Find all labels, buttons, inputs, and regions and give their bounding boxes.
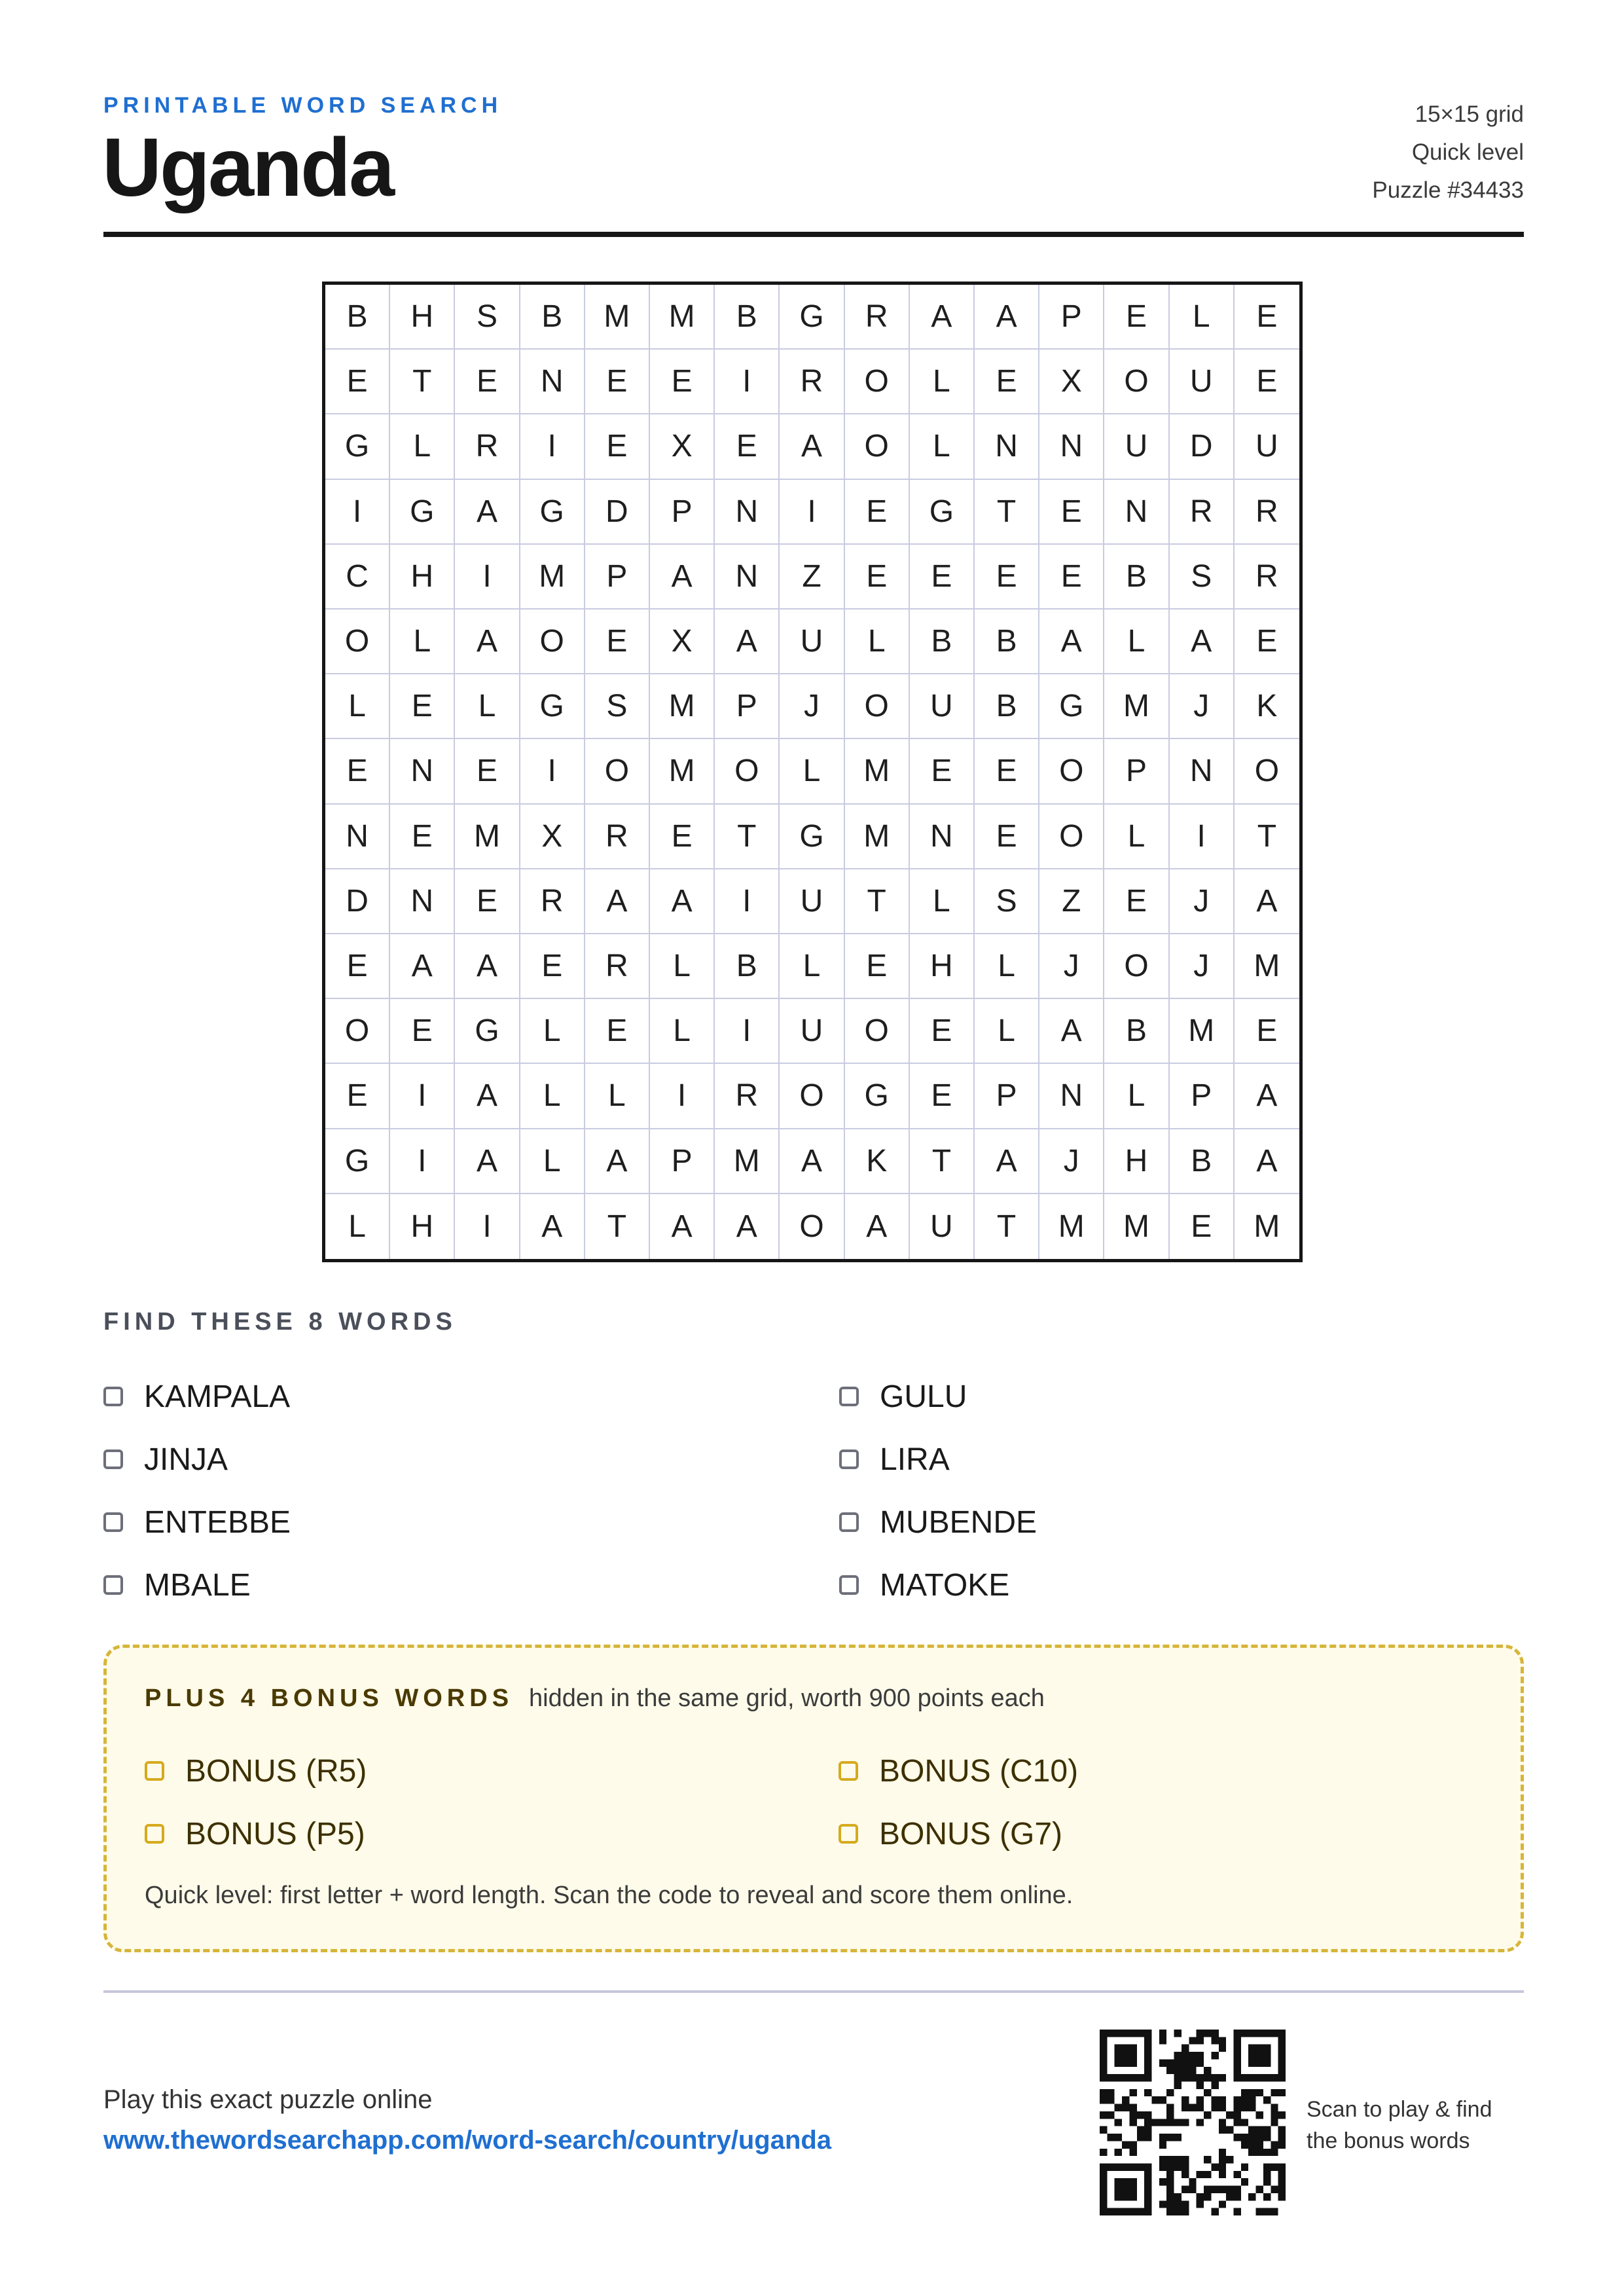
grid-cell[interactable]: O (1235, 739, 1299, 804)
grid-cell[interactable]: S (585, 674, 650, 739)
grid-cell[interactable]: N (390, 739, 455, 804)
grid-cell[interactable]: B (325, 285, 390, 350)
grid-cell[interactable]: E (650, 350, 715, 414)
grid-cell[interactable]: E (1170, 1194, 1235, 1259)
play-online-label: Play this exact puzzle online (103, 2085, 433, 2114)
grid-cell[interactable]: M (650, 285, 715, 350)
grid-cell[interactable]: L (1170, 285, 1235, 350)
grid-cell[interactable]: P (1104, 739, 1169, 804)
grid-cell[interactable]: T (1235, 805, 1299, 869)
grid-cell[interactable]: B (975, 674, 1039, 739)
grid-cell[interactable]: H (390, 545, 455, 610)
checkbox-icon[interactable] (103, 1449, 123, 1469)
grid-cell[interactable]: P (1039, 285, 1104, 350)
grid-cell[interactable]: N (715, 545, 780, 610)
word-item[interactable] (839, 1428, 1624, 1491)
word-list-left (103, 1365, 889, 1616)
grid-cell[interactable]: A (650, 1194, 715, 1259)
grid-cell[interactable]: P (1170, 1064, 1235, 1129)
grid-cell[interactable]: M (1039, 1194, 1104, 1259)
grid-cell[interactable]: R (520, 869, 585, 934)
grid-cell[interactable]: E (975, 350, 1039, 414)
grid-cell[interactable]: L (910, 350, 975, 414)
grid-cell[interactable]: E (390, 805, 455, 869)
grid-cell[interactable]: L (845, 610, 910, 674)
letter-grid (322, 282, 1303, 1262)
grid-cell[interactable]: U (780, 869, 844, 934)
grid-cell[interactable]: E (390, 674, 455, 739)
bonus-box (103, 1645, 1524, 1952)
grid-cell[interactable]: E (585, 350, 650, 414)
grid-cell[interactable]: R (1235, 480, 1299, 545)
grid-cell[interactable]: X (1039, 350, 1104, 414)
grid-cell[interactable]: G (780, 805, 844, 869)
grid-cell[interactable]: E (325, 1064, 390, 1129)
word-item[interactable] (103, 1365, 889, 1428)
grid-cell[interactable]: I (520, 739, 585, 804)
grid-cell[interactable]: E (845, 934, 910, 999)
grid-cell[interactable]: L (325, 674, 390, 739)
word-item[interactable] (839, 1365, 1624, 1428)
grid-cell[interactable]: S (1170, 545, 1235, 610)
grid-cell[interactable]: O (715, 739, 780, 804)
grid-cell[interactable]: L (585, 1064, 650, 1129)
grid-cell[interactable]: T (975, 480, 1039, 545)
checkbox-icon[interactable] (145, 1761, 164, 1781)
word-label: MATOKE (880, 1567, 1010, 1603)
grid-cell[interactable]: I (455, 1194, 520, 1259)
checkbox-icon[interactable] (145, 1824, 164, 1844)
grid-cell[interactable]: P (650, 480, 715, 545)
grid-cell[interactable]: H (390, 1194, 455, 1259)
bonus-word-item[interactable] (839, 1740, 1078, 1802)
grid-cell[interactable]: I (715, 999, 780, 1064)
grid-cell[interactable]: A (455, 1129, 520, 1194)
grid-cell[interactable]: R (455, 414, 520, 479)
grid-cell[interactable]: B (975, 610, 1039, 674)
grid-cell[interactable]: G (780, 285, 844, 350)
checkbox-icon[interactable] (839, 1387, 859, 1406)
grid-cell[interactable]: M (1170, 999, 1235, 1064)
grid-cell[interactable]: E (1104, 869, 1169, 934)
grid-cell[interactable]: N (975, 414, 1039, 479)
grid-cell[interactable]: I (520, 414, 585, 479)
grid-cell[interactable]: R (1170, 480, 1235, 545)
header-divider (103, 232, 1524, 237)
bonus-word-label: BONUS (G7) (879, 1816, 1063, 1851)
grid-cell[interactable]: E (975, 739, 1039, 804)
grid-cell[interactable]: Z (780, 545, 844, 610)
grid-cell[interactable]: B (715, 934, 780, 999)
grid-cell[interactable]: A (715, 610, 780, 674)
grid-cell[interactable]: O (845, 999, 910, 1064)
grid-cell[interactable]: A (585, 1129, 650, 1194)
grid-cell[interactable]: O (1039, 805, 1104, 869)
grid-cell[interactable]: L (390, 610, 455, 674)
grid-cell[interactable]: P (715, 674, 780, 739)
grid-cell[interactable]: U (1235, 414, 1299, 479)
grid-cell[interactable]: I (780, 480, 844, 545)
bonus-heading: PLUS 4 BONUS WORDS (145, 1685, 514, 1712)
checkbox-icon[interactable] (839, 1575, 859, 1595)
puzzle-number-label: Puzzle #34433 (1372, 177, 1524, 203)
grid-cell[interactable]: M (845, 805, 910, 869)
words-heading: FIND THESE 8 WORDS (103, 1308, 457, 1336)
grid-cell[interactable]: J (1170, 934, 1235, 999)
bonus-word-item[interactable] (839, 1802, 1078, 1865)
bonus-word-label: BONUS (P5) (185, 1816, 365, 1851)
grid-cell[interactable]: O (1104, 350, 1169, 414)
grid-cell[interactable]: M (1104, 1194, 1169, 1259)
grid-cell[interactable]: O (585, 739, 650, 804)
grid-cell[interactable]: E (910, 1064, 975, 1129)
puzzle-meta (1372, 96, 1524, 210)
grid-cell[interactable]: N (715, 480, 780, 545)
grid-cell[interactable]: N (1104, 480, 1169, 545)
grid-cell[interactable]: S (455, 285, 520, 350)
bonus-list-left (145, 1740, 367, 1865)
grid-cell[interactable]: G (520, 480, 585, 545)
grid-cell[interactable]: L (650, 934, 715, 999)
grid-cell[interactable]: G (455, 999, 520, 1064)
grid-cell[interactable]: A (390, 934, 455, 999)
grid-cell[interactable]: N (1039, 1064, 1104, 1129)
grid-cell[interactable]: N (390, 869, 455, 934)
qr-code-icon[interactable] (1100, 2030, 1286, 2215)
grid-cell[interactable]: L (520, 1064, 585, 1129)
word-list-right (839, 1365, 1624, 1616)
grid-cell[interactable]: U (1170, 350, 1235, 414)
grid-cell[interactable]: J (1039, 934, 1104, 999)
word-item[interactable] (103, 1428, 889, 1491)
qr-caption (1307, 2094, 1492, 2157)
grid-cell[interactable]: M (455, 805, 520, 869)
grid-cell[interactable]: E (520, 934, 585, 999)
grid-cell[interactable]: M (1235, 934, 1299, 999)
checkbox-icon[interactable] (103, 1512, 123, 1532)
grid-cell[interactable]: U (780, 999, 844, 1064)
grid-cell[interactable]: A (780, 414, 844, 479)
grid-cell[interactable]: P (975, 1064, 1039, 1129)
grid-cell[interactable]: C (325, 545, 390, 610)
grid-cell[interactable]: L (520, 999, 585, 1064)
grid-cell[interactable]: A (520, 1194, 585, 1259)
grid-cell[interactable]: T (910, 1129, 975, 1194)
grid-cell[interactable]: L (780, 934, 844, 999)
qr-caption-line-1: Scan to play & find (1307, 2097, 1492, 2122)
grid-cell[interactable]: A (455, 610, 520, 674)
grid-cell[interactable]: E (910, 739, 975, 804)
grid-cell[interactable]: E (910, 999, 975, 1064)
grid-cell[interactable]: D (325, 869, 390, 934)
grid-cell[interactable]: L (975, 934, 1039, 999)
bonus-note: Quick level: first letter + word length. Scan the code to reveal and score them online. (145, 1882, 1074, 1909)
grid-cell[interactable]: E (1235, 610, 1299, 674)
checkbox-icon[interactable] (839, 1449, 859, 1469)
grid-cell[interactable]: E (1235, 350, 1299, 414)
grid-cell[interactable]: G (845, 1064, 910, 1129)
grid-cell[interactable]: U (1104, 414, 1169, 479)
grid-cell[interactable]: N (325, 805, 390, 869)
grid-cell[interactable]: A (455, 1064, 520, 1129)
bonus-word-item[interactable] (145, 1740, 367, 1802)
word-label: JINJA (144, 1442, 228, 1477)
grid-cell[interactable]: S (975, 869, 1039, 934)
word-item[interactable] (839, 1491, 1624, 1554)
grid-cell[interactable]: L (1104, 610, 1169, 674)
grid-cell[interactable]: E (585, 414, 650, 479)
grid-cell[interactable]: I (715, 350, 780, 414)
grid-cell[interactable]: E (390, 999, 455, 1064)
grid-cell[interactable]: R (845, 285, 910, 350)
grid-cell[interactable]: M (585, 285, 650, 350)
grid-cell[interactable]: I (1170, 805, 1235, 869)
grid-cell[interactable]: M (715, 1129, 780, 1194)
grid-cell[interactable]: E (845, 545, 910, 610)
word-label: GULU (880, 1379, 967, 1414)
grid-cell[interactable]: K (845, 1129, 910, 1194)
grid-cell[interactable]: A (845, 1194, 910, 1259)
grid-cell[interactable]: J (1170, 869, 1235, 934)
grid-cell[interactable]: J (1170, 674, 1235, 739)
qr-caption-line-2: the bonus words (1307, 2128, 1470, 2153)
grid-cell[interactable]: D (1170, 414, 1235, 479)
grid-cell[interactable]: L (390, 414, 455, 479)
grid-cell[interactable]: B (1170, 1129, 1235, 1194)
grid-cell[interactable]: J (780, 674, 844, 739)
grid-cell[interactable]: R (1235, 545, 1299, 610)
bonus-list-right (839, 1740, 1078, 1865)
grid-cell[interactable]: O (520, 610, 585, 674)
grid-cell[interactable]: G (910, 480, 975, 545)
grid-cell[interactable]: D (585, 480, 650, 545)
grid-cell[interactable]: E (325, 350, 390, 414)
grid-cell[interactable]: U (910, 674, 975, 739)
grid-cell[interactable]: E (1235, 285, 1299, 350)
grid-cell[interactable]: M (520, 545, 585, 610)
grid-cell[interactable]: E (650, 805, 715, 869)
grid-cell[interactable]: A (975, 285, 1039, 350)
word-item[interactable] (839, 1554, 1624, 1616)
word-label: MUBENDE (880, 1504, 1038, 1540)
grid-cell[interactable]: L (975, 999, 1039, 1064)
grid-cell[interactable]: U (910, 1194, 975, 1259)
grid-cell[interactable]: A (715, 1194, 780, 1259)
grid-cell[interactable]: G (520, 674, 585, 739)
grid-cell[interactable]: A (1039, 999, 1104, 1064)
grid-cell[interactable]: I (650, 1064, 715, 1129)
grid-cell[interactable]: E (455, 869, 520, 934)
grid-cell[interactable]: B (910, 610, 975, 674)
grid-cell[interactable]: E (1235, 999, 1299, 1064)
grid-cell[interactable]: M (845, 739, 910, 804)
grid-cell[interactable]: I (715, 869, 780, 934)
puzzle-url-link[interactable]: www.thewordsearchapp.com/word-search/country/uganda (103, 2126, 832, 2155)
checkbox-icon[interactable] (103, 1387, 123, 1406)
grid-cell[interactable]: N (1170, 739, 1235, 804)
bonus-word-label: BONUS (R5) (185, 1753, 367, 1789)
grid-cell[interactable]: O (325, 999, 390, 1064)
word-item[interactable] (103, 1491, 889, 1554)
grid-cell[interactable]: R (585, 805, 650, 869)
grid-cell[interactable]: U (780, 610, 844, 674)
grid-cell[interactable]: K (1235, 674, 1299, 739)
grid-cell[interactable]: O (845, 350, 910, 414)
grid-cell[interactable]: A (1039, 610, 1104, 674)
grid-cell[interactable]: X (650, 610, 715, 674)
grid-cell[interactable]: B (1104, 999, 1169, 1064)
grid-cell[interactable]: O (1104, 934, 1169, 999)
level-label: Quick level (1411, 139, 1524, 165)
bonus-word-label: BONUS (C10) (879, 1753, 1079, 1789)
grid-cell[interactable]: X (520, 805, 585, 869)
grid-cell[interactable]: E (910, 545, 975, 610)
page-title: Uganda (102, 121, 393, 213)
grid-cell[interactable]: L (455, 674, 520, 739)
grid-cell[interactable]: E (975, 805, 1039, 869)
grid-cell[interactable]: J (1039, 1129, 1104, 1194)
grid-cell[interactable]: A (1235, 1129, 1299, 1194)
grid-cell[interactable]: P (585, 545, 650, 610)
grid-cell[interactable]: X (650, 414, 715, 479)
grid-cell[interactable]: Z (1039, 869, 1104, 934)
grid-cell[interactable]: E (585, 999, 650, 1064)
bonus-subtitle: hidden in the same grid, worth 900 points each (529, 1685, 1045, 1712)
grid-cell[interactable]: I (325, 480, 390, 545)
bonus-word-item[interactable] (145, 1802, 367, 1865)
grid-cell[interactable]: A (650, 545, 715, 610)
checkbox-icon[interactable] (103, 1575, 123, 1595)
grid-cell[interactable]: H (390, 285, 455, 350)
grid-cell[interactable]: A (455, 480, 520, 545)
grid-cell[interactable]: A (1235, 869, 1299, 934)
grid-cell[interactable]: E (975, 545, 1039, 610)
grid-cell[interactable]: R (715, 1064, 780, 1129)
grid-cell[interactable]: A (910, 285, 975, 350)
grid-cell[interactable]: A (1170, 610, 1235, 674)
grid-cell[interactable]: T (585, 1194, 650, 1259)
grid-cell[interactable]: B (715, 285, 780, 350)
grid-cell[interactable]: O (845, 674, 910, 739)
grid-cell[interactable]: E (715, 414, 780, 479)
grid-cell[interactable]: P (650, 1129, 715, 1194)
grid-cell[interactable]: O (780, 1194, 844, 1259)
word-label: MBALE (144, 1567, 251, 1603)
grid-cell[interactable]: A (1235, 1064, 1299, 1129)
grid-cell[interactable]: T (845, 869, 910, 934)
grid-cell[interactable]: A (975, 1129, 1039, 1194)
word-label: KAMPALA (144, 1379, 291, 1414)
grid-cell[interactable]: I (390, 1129, 455, 1194)
grid-cell[interactable]: R (585, 934, 650, 999)
grid-cell[interactable]: H (1104, 1129, 1169, 1194)
grid-cell[interactable]: G (390, 480, 455, 545)
grid-cell[interactable]: I (455, 545, 520, 610)
checkbox-icon[interactable] (839, 1761, 858, 1781)
grid-cell[interactable]: L (520, 1129, 585, 1194)
grid-cell[interactable]: E (845, 480, 910, 545)
grid-cell[interactable]: L (780, 739, 844, 804)
grid-cell[interactable]: M (1104, 674, 1169, 739)
grid-cell[interactable]: A (455, 934, 520, 999)
grid-cell[interactable]: B (520, 285, 585, 350)
grid-cell[interactable]: O (325, 610, 390, 674)
grid-cell[interactable]: H (910, 934, 975, 999)
grid-cell[interactable]: T (715, 805, 780, 869)
word-item[interactable] (103, 1554, 889, 1616)
grid-cell[interactable]: O (845, 414, 910, 479)
grid-size-label: 15×15 grid (1415, 101, 1524, 127)
grid-cell[interactable]: A (780, 1129, 844, 1194)
grid-cell[interactable]: E (455, 350, 520, 414)
grid-cell[interactable]: E (1039, 545, 1104, 610)
grid-cell[interactable]: L (650, 999, 715, 1064)
grid-cell[interactable]: M (650, 739, 715, 804)
grid-cell[interactable]: L (1104, 1064, 1169, 1129)
checkbox-icon[interactable] (839, 1512, 859, 1532)
grid-cell[interactable]: O (1039, 739, 1104, 804)
grid-cell[interactable]: T (390, 350, 455, 414)
grid-cell[interactable]: L (325, 1194, 390, 1259)
grid-cell[interactable]: E (325, 934, 390, 999)
word-label: ENTEBBE (144, 1504, 291, 1540)
grid-cell[interactable]: N (910, 805, 975, 869)
checkbox-icon[interactable] (839, 1824, 858, 1844)
grid-cell[interactable]: T (975, 1194, 1039, 1259)
grid-cell[interactable]: E (585, 610, 650, 674)
eyebrow-label: PRINTABLE WORD SEARCH (103, 93, 503, 118)
grid-cell[interactable]: E (1104, 285, 1169, 350)
grid-cell[interactable]: A (650, 869, 715, 934)
grid-cell[interactable]: R (780, 350, 844, 414)
grid-cell[interactable]: O (780, 1064, 844, 1129)
grid-cell[interactable]: M (650, 674, 715, 739)
word-label: LIRA (880, 1442, 950, 1477)
grid-cell[interactable]: M (1254, 1209, 1280, 1244)
grid-cell[interactable]: E (1039, 480, 1104, 545)
grid-cell[interactable]: I (390, 1064, 455, 1129)
grid-cell[interactable]: L (910, 869, 975, 934)
grid-cell[interactable]: B (1104, 545, 1169, 610)
grid-cell[interactable]: A (585, 869, 650, 934)
grid-cell[interactable]: E (325, 739, 390, 804)
grid-cell[interactable]: N (1039, 414, 1104, 479)
footer-divider (103, 1990, 1524, 1993)
grid-cell[interactable]: G (1039, 674, 1104, 739)
grid-cell[interactable]: L (1104, 805, 1169, 869)
grid-cell[interactable]: N (520, 350, 585, 414)
grid-cell[interactable]: E (455, 739, 520, 804)
grid-cell[interactable]: G (325, 1129, 390, 1194)
grid-cell[interactable]: G (325, 414, 390, 479)
grid-cell[interactable]: L (910, 414, 975, 479)
